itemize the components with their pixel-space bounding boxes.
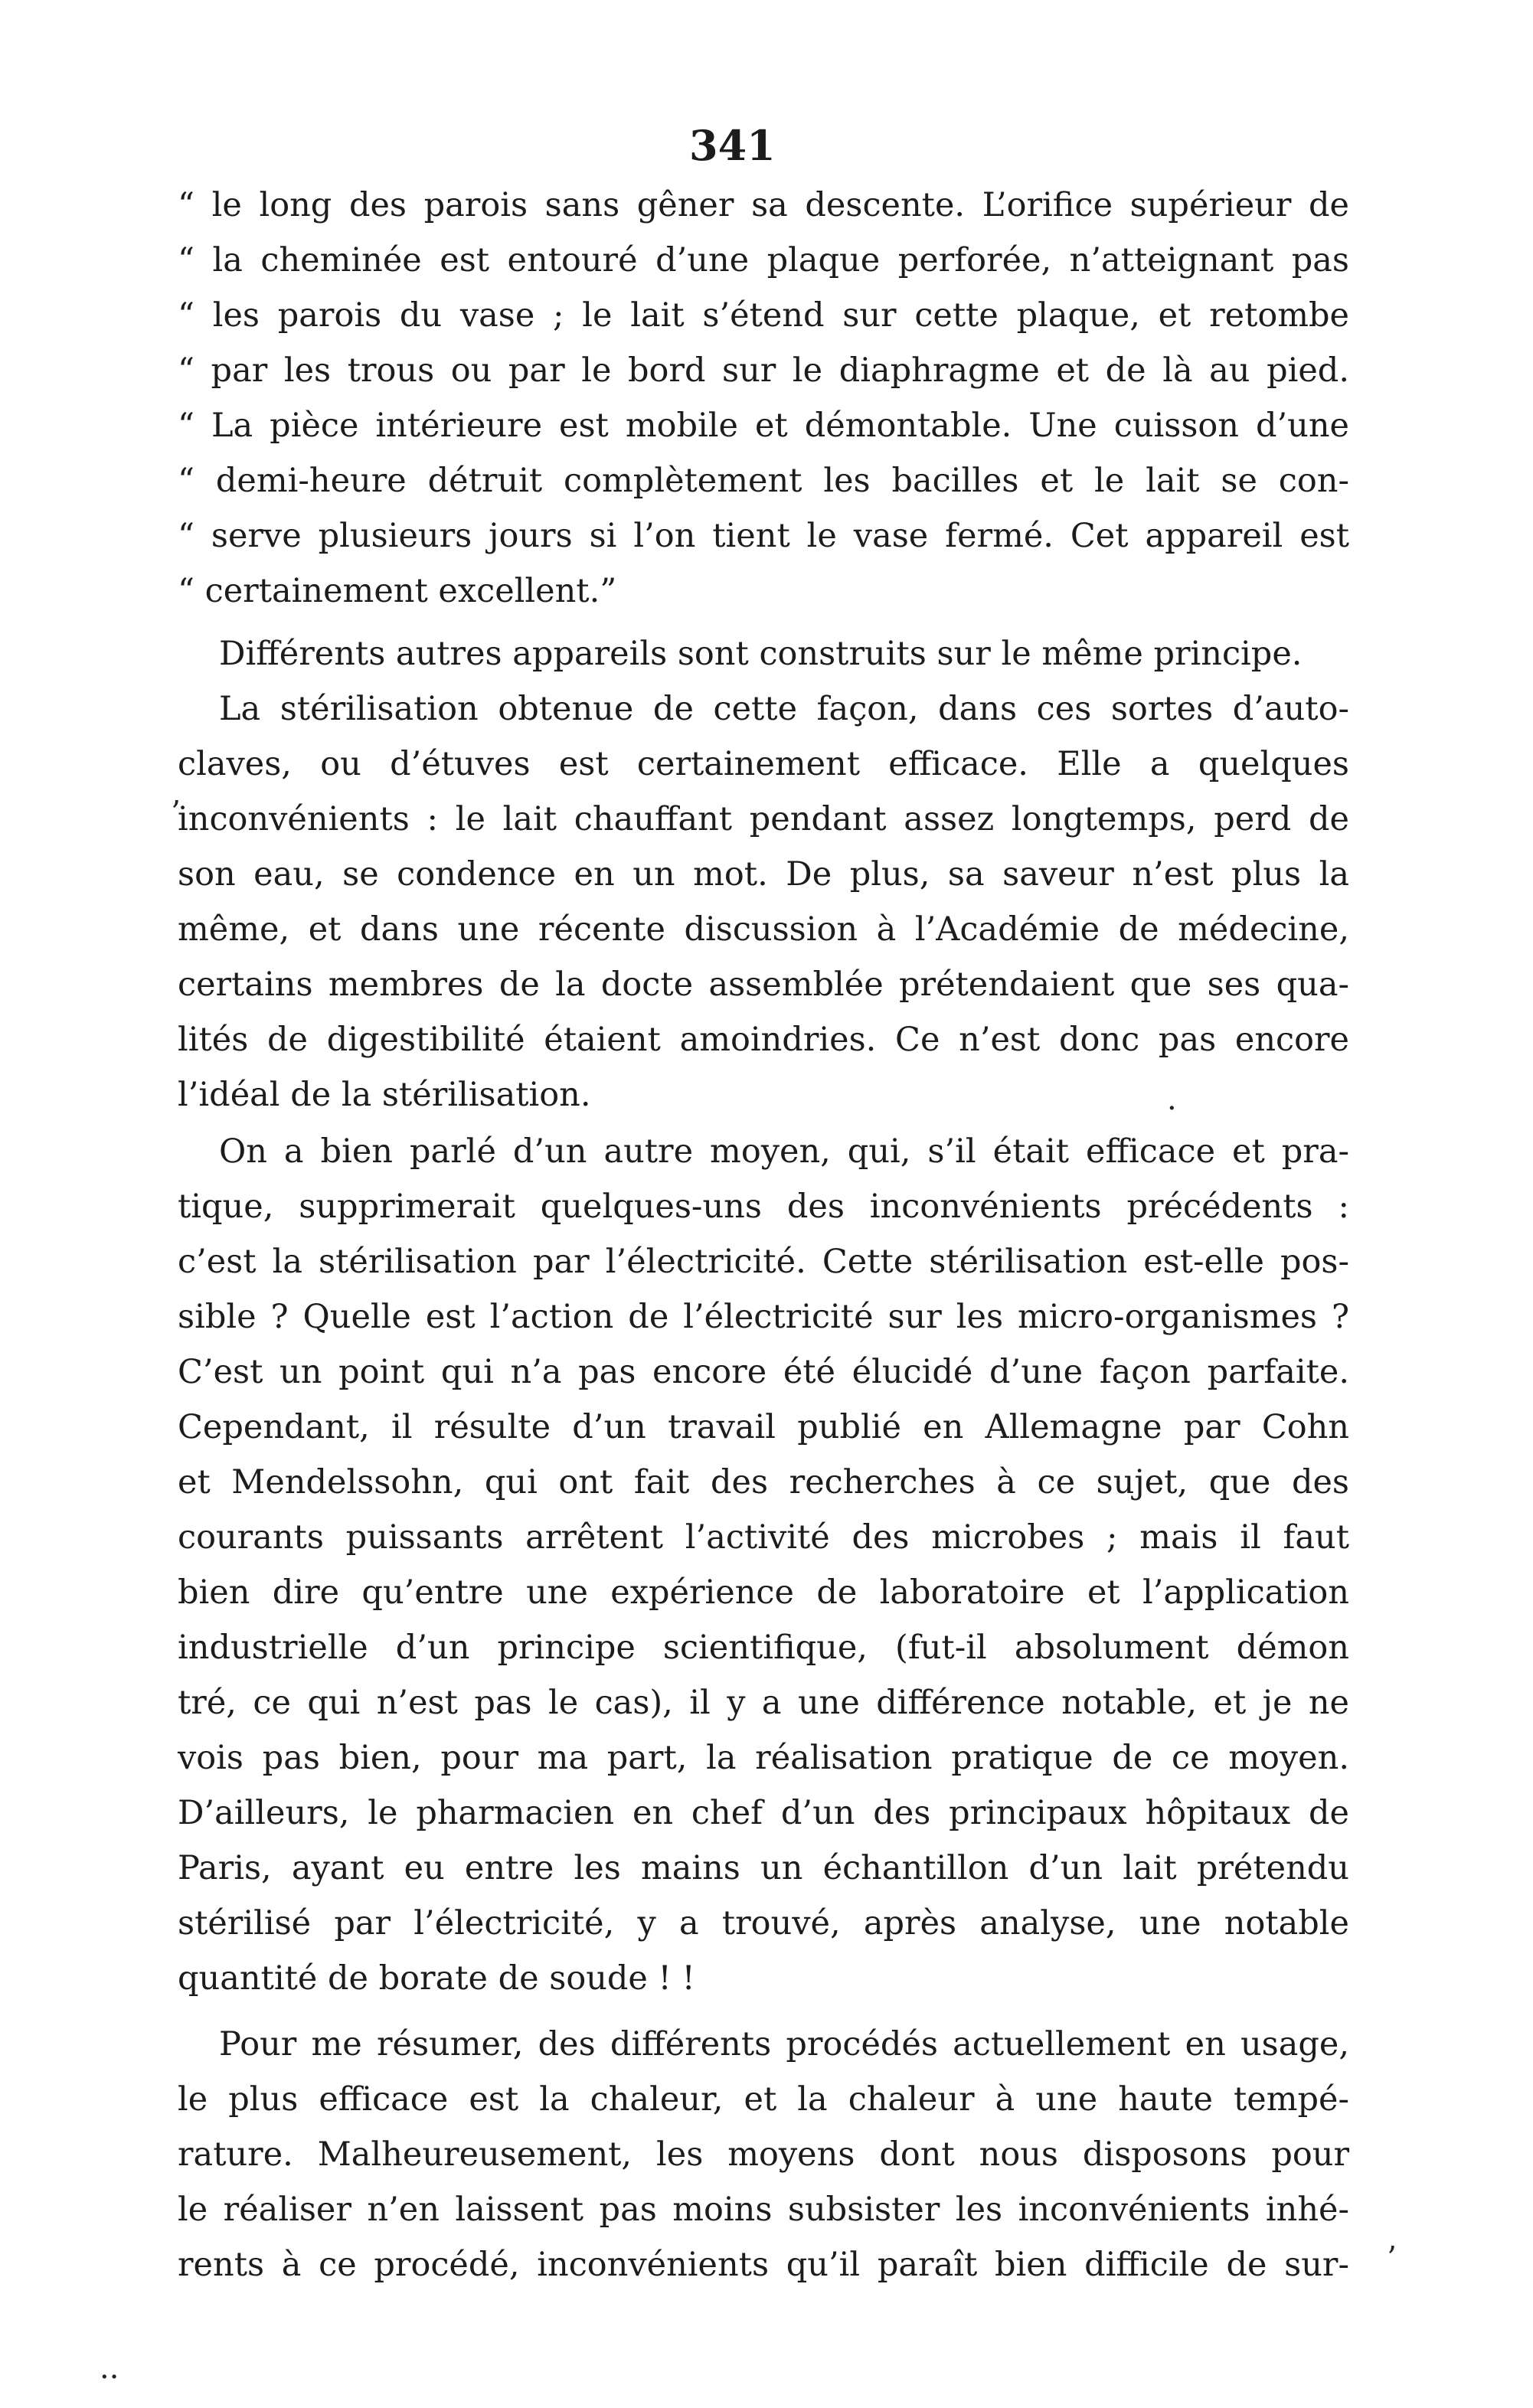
paragraph-line: inconvénients : le lait chauffant pendant assez longtemps, perd de — [178, 800, 1349, 838]
ink-mark: ʼ — [1386, 2241, 1396, 2276]
quote-line: “ la cheminée est entouré d’une plaque perforée, n’atteignant pas — [178, 241, 1349, 279]
paragraph-line: le réaliser n’en laissent pas moins subsister les inconvénients inhé- — [178, 2191, 1349, 2229]
paragraph-line: Cependant, il résulte d’un travail publié en Allemagne par Cohn — [178, 1408, 1349, 1446]
quote-line: “ serve plusieurs jours si l’on tient le vase fermé. Cet appareil est — [178, 517, 1349, 555]
paragraph-2 — [178, 681, 1349, 1126]
paragraph-line: bien dire qu’entre une expérience de laboratoire et l’application — [178, 1573, 1349, 1612]
quote-line: “ certainement excellent.” — [178, 572, 617, 610]
paragraph-line: rature. Malheureusement, les moyens dont nous disposons pour — [178, 2135, 1349, 2174]
quote-line: “ demi-heure détruit complètement les bacilles et le lait se con- — [178, 462, 1349, 500]
paragraph-line: D’ailleurs, le pharmacien en chef d’un des principaux hôpitaux de — [178, 1794, 1349, 1832]
ink-dot: ·· — [100, 2360, 119, 2395]
paragraph-line: et Mendelssohn, qui ont fait des recherches à ce sujet, que des — [178, 1463, 1349, 1501]
paragraph-line: vois pas bien, pour ma part, la réalisation pratique de ce moyen. — [178, 1739, 1349, 1777]
quote-line: “ le long des parois sans gêner sa descente. L’orifice supérieur de — [178, 186, 1349, 224]
paragraph-1 — [178, 626, 1349, 681]
paragraph-line: stérilisé par l’électricité, y a trouvé, après analyse, une notable — [178, 1904, 1349, 1942]
paragraph-line: c’est la stérilisation par l’électricité. Cette stérilisation est-elle pos- — [178, 1243, 1349, 1281]
paragraph-line: certains membres de la docte assemblée prétendaient que ses qua- — [178, 965, 1349, 1004]
quote-line: “ les parois du vase ; le lait s’étend sur cette plaque, et retombe — [178, 296, 1349, 335]
paragraph-line: quantité de borate de soude ! ! — [178, 1959, 695, 1998]
paragraph-line: Paris, ayant eu entre les mains un échantillon d’un lait prétendu — [178, 1849, 1349, 1887]
paragraph-line: même, et dans une récente discussion à l’Académie de médecine, — [178, 910, 1349, 949]
page-number: 341 — [689, 121, 776, 170]
paragraph-line: sible ? Quelle est l’action de l’électricité sur les micro-organismes ? — [178, 1298, 1349, 1336]
paragraph-line: La stérilisation obtenue de cette façon, dans ces sortes d’auto- — [219, 690, 1349, 728]
quote-line: “ La pièce intérieure est mobile et démontable. Une cuisson d’une — [178, 407, 1349, 445]
paragraph-line: tré, ce qui n’est pas le cas), il y a une différence notable, et je ne — [178, 1684, 1349, 1722]
paragraph-line: l’idéal de la stérilisation. — [178, 1076, 591, 1114]
paragraph-line: lités de digestibilité étaient amoindries. Ce n’est donc pas encore — [178, 1021, 1349, 1059]
quote-line: “ par les trous ou par le bord sur le diaphragme et de là au pied. — [178, 351, 1349, 390]
paragraph-line: C’est un point qui n’a pas encore été élucidé d’une façon parfaite. — [178, 1353, 1349, 1391]
paragraph-4 — [178, 2017, 1349, 2292]
quote-block — [178, 178, 1349, 619]
paragraph-line: son eau, se condence en un mot. De plus, sa saveur n’est plus la — [178, 855, 1349, 894]
paragraph-line: le plus efficace est la chaleur, et la chaleur à une haute tempé- — [178, 2080, 1349, 2119]
paragraph-line: Pour me résumer, des différents procédés actuellement en usage, — [219, 2025, 1349, 2063]
paragraph-line: Différents autres appareils sont construits sur le même principe. — [219, 635, 1303, 673]
paragraph-line: claves, ou d’étuves est certainement efficace. Elle a quelques — [178, 745, 1349, 783]
paragraph-line: tique, supprimerait quelques-uns des inconvénients précédents : — [178, 1188, 1349, 1226]
ink-mark: ʼ — [170, 796, 180, 831]
paragraph-line: On a bien parlé d’un autre moyen, qui, s’il était efficace et pra- — [219, 1132, 1349, 1171]
paragraph-3 — [178, 1124, 1349, 2006]
paragraph-line: rents à ce procédé, inconvénients qu’il paraît bien difficile de sur- — [178, 2246, 1349, 2284]
ink-dot: · — [1167, 1091, 1177, 1126]
paragraph-line: industrielle d’un principe scientifique, (fut-il absolument démon — [178, 1629, 1349, 1667]
paragraph-line: courants puissants arrêtent l’activité des microbes ; mais il faut — [178, 1518, 1349, 1557]
